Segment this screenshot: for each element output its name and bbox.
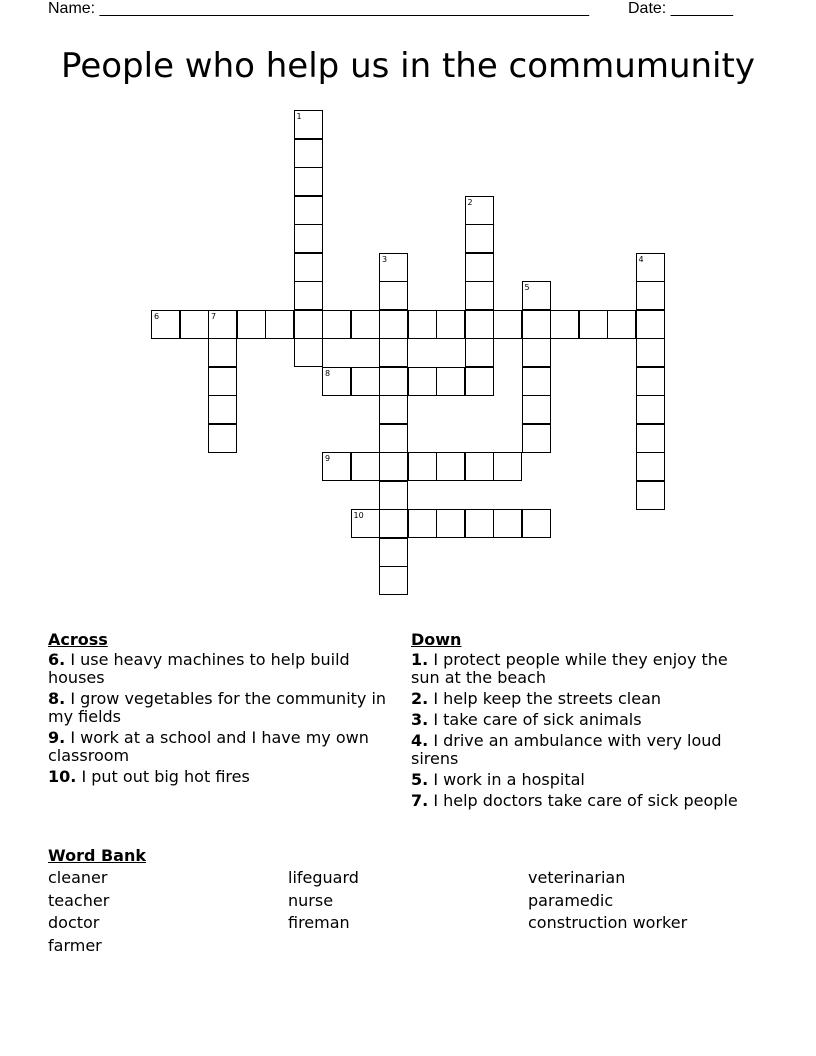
clue-text: I work at a school and I have my own classroom xyxy=(48,728,369,765)
word-bank-item: farmer xyxy=(48,935,102,955)
crossword-cell[interactable] xyxy=(351,367,380,396)
clue-text: I drive an ambulance with very loud sirens xyxy=(411,731,722,768)
crossword-cell[interactable] xyxy=(408,452,437,481)
clue-number: 6. xyxy=(48,650,66,669)
crossword-cell[interactable] xyxy=(636,310,665,339)
crossword-cell[interactable] xyxy=(379,452,408,481)
crossword-cell[interactable] xyxy=(294,196,323,225)
crossword-cell[interactable] xyxy=(408,310,437,339)
crossword-cell[interactable] xyxy=(465,509,494,538)
crossword-cell[interactable] xyxy=(522,395,551,424)
clue-text: I protect people while they enjoy the sun at the beach xyxy=(411,650,728,687)
clue-number: 7. xyxy=(411,791,429,810)
crossword-cell[interactable] xyxy=(636,452,665,481)
across-clue-9 xyxy=(48,729,388,765)
crossword-cell[interactable] xyxy=(493,310,522,339)
crossword-cell[interactable] xyxy=(379,481,408,510)
crossword-cell[interactable] xyxy=(436,509,465,538)
crossword-cell[interactable] xyxy=(379,338,408,367)
clue-number: 4. xyxy=(411,731,429,750)
crossword-cell[interactable] xyxy=(636,338,665,367)
crossword-cell[interactable] xyxy=(436,452,465,481)
clue-number: 8. xyxy=(48,689,66,708)
crossword-cell[interactable] xyxy=(465,367,494,396)
crossword-cell[interactable] xyxy=(465,196,494,225)
crossword-cell[interactable] xyxy=(522,281,551,310)
crossword-cell[interactable] xyxy=(579,310,608,339)
clue-number-label: 2 xyxy=(467,197,473,207)
crossword-cell[interactable] xyxy=(294,338,323,367)
crossword-cell[interactable] xyxy=(522,338,551,367)
crossword-cell[interactable] xyxy=(636,253,665,282)
crossword-cell[interactable] xyxy=(636,481,665,510)
clue-number: 2. xyxy=(411,689,429,708)
crossword-cell[interactable] xyxy=(322,367,351,396)
crossword-cell[interactable] xyxy=(493,509,522,538)
clue-text: I take care of sick animals xyxy=(433,710,642,729)
word-bank-item: doctor xyxy=(48,913,100,932)
crossword-cell[interactable] xyxy=(636,367,665,396)
crossword-cell[interactable] xyxy=(379,395,408,424)
crossword-cell[interactable] xyxy=(465,338,494,367)
across-clue-8 xyxy=(48,690,388,726)
crossword-cell[interactable] xyxy=(180,310,209,339)
clue-number: 10. xyxy=(48,767,77,786)
crossword-cell[interactable] xyxy=(294,167,323,196)
crossword-cell[interactable] xyxy=(265,310,294,339)
crossword-cell[interactable] xyxy=(493,452,522,481)
clue-number-label: 10 xyxy=(353,511,364,520)
clue-text: I help doctors take care of sick people xyxy=(433,791,738,810)
crossword-cell[interactable] xyxy=(465,224,494,253)
across-clues xyxy=(48,630,388,789)
crossword-cell[interactable] xyxy=(465,310,494,339)
word-bank-item: cleaner xyxy=(48,868,108,887)
crossword-cell[interactable] xyxy=(408,509,437,538)
down-clue-5 xyxy=(411,771,751,789)
word-bank-item: fireman xyxy=(288,913,350,932)
clue-text: I put out big hot fires xyxy=(81,767,250,786)
crossword-cell[interactable] xyxy=(208,367,237,396)
puzzle-title: People who help us in the commumunity xyxy=(61,46,755,86)
crossword-cell[interactable] xyxy=(465,452,494,481)
down-clue-4 xyxy=(411,732,751,768)
crossword-cell[interactable] xyxy=(294,281,323,310)
clue-number-label: 6 xyxy=(154,311,160,321)
across-heading: Across xyxy=(48,630,108,649)
clue-number-label: 9 xyxy=(325,454,331,463)
down-heading: Down xyxy=(411,630,462,649)
down-clue-2 xyxy=(411,690,751,708)
across-clue-6 xyxy=(48,651,388,687)
crossword-cell[interactable] xyxy=(408,367,437,396)
clue-number-label: 5 xyxy=(524,283,530,292)
word-bank-heading: Word Bank xyxy=(48,846,147,865)
crossword-cell[interactable] xyxy=(379,281,408,310)
word-bank-item: lifeguard xyxy=(288,868,359,887)
crossword-cell[interactable] xyxy=(522,424,551,453)
crossword-cell[interactable] xyxy=(208,338,237,367)
crossword-cell[interactable] xyxy=(636,395,665,424)
crossword-cell[interactable] xyxy=(636,424,665,453)
word-bank-item: veterinarian xyxy=(528,868,626,887)
crossword-cell[interactable] xyxy=(294,310,323,339)
crossword-cell[interactable] xyxy=(379,566,408,595)
word-bank-item: nurse xyxy=(288,890,334,910)
crossword-cell[interactable] xyxy=(294,110,323,139)
crossword-cell[interactable] xyxy=(379,367,408,396)
clue-number-label: 4 xyxy=(638,254,644,264)
crossword-cell[interactable] xyxy=(522,509,551,538)
crossword-cell[interactable] xyxy=(294,139,323,168)
clue-text: I help keep the streets clean xyxy=(433,689,662,708)
down-clues xyxy=(411,630,751,813)
crossword-cell[interactable] xyxy=(208,424,237,453)
word-bank-item: teacher xyxy=(48,890,110,910)
crossword-cell[interactable] xyxy=(208,395,237,424)
clue-number: 9. xyxy=(48,728,66,747)
down-clue-7 xyxy=(411,792,751,810)
crossword-cell[interactable] xyxy=(351,509,380,538)
crossword-cell[interactable] xyxy=(379,538,408,567)
clue-number: 3. xyxy=(411,710,429,729)
crossword-cell[interactable] xyxy=(351,452,380,481)
crossword-cell[interactable] xyxy=(465,281,494,310)
clue-number-label: 7 xyxy=(211,311,217,321)
crossword-cell[interactable] xyxy=(351,310,380,339)
crossword-cell[interactable] xyxy=(379,310,408,339)
crossword-cell[interactable] xyxy=(379,509,408,538)
clue-number: 5. xyxy=(411,770,429,789)
clue-number-label: 1 xyxy=(296,112,302,121)
crossword-cell[interactable] xyxy=(322,310,351,339)
word-bank-item: paramedic xyxy=(528,890,614,910)
crossword-cell[interactable] xyxy=(550,310,579,339)
clue-number-label: 8 xyxy=(325,368,331,378)
crossword-cell[interactable] xyxy=(208,310,237,339)
clue-text: I work in a hospital xyxy=(433,770,585,789)
crossword-cell[interactable] xyxy=(522,310,551,339)
crossword-cell[interactable] xyxy=(322,452,351,481)
crossword-cell[interactable] xyxy=(379,424,408,453)
clue-text: I grow vegetables for the community in my fields xyxy=(48,689,387,726)
date-line[interactable]: Date: _______ xyxy=(628,0,733,17)
name-line[interactable]: Name: _______________________________________________________ xyxy=(48,0,589,17)
crossword-cell[interactable] xyxy=(294,224,323,253)
crossword-cell[interactable] xyxy=(151,310,180,339)
clue-number: 1. xyxy=(411,650,429,669)
crossword-cell[interactable] xyxy=(436,310,465,339)
across-clue-10 xyxy=(48,768,388,786)
word-bank xyxy=(48,868,768,958)
crossword-cell[interactable] xyxy=(237,310,266,339)
clue-number-label: 3 xyxy=(382,254,388,264)
crossword-cell[interactable] xyxy=(607,310,636,339)
clue-text: I use heavy machines to help build houses xyxy=(48,650,350,687)
word-bank-item: construction worker xyxy=(528,913,688,932)
crossword-cell[interactable] xyxy=(294,253,323,282)
crossword-cell[interactable] xyxy=(522,367,551,396)
crossword-cell[interactable] xyxy=(436,367,465,396)
down-clue-3 xyxy=(411,711,751,729)
crossword-cell[interactable] xyxy=(379,253,408,282)
crossword-cell[interactable] xyxy=(465,253,494,282)
down-clue-1 xyxy=(411,651,751,687)
crossword-cell[interactable] xyxy=(636,281,665,310)
